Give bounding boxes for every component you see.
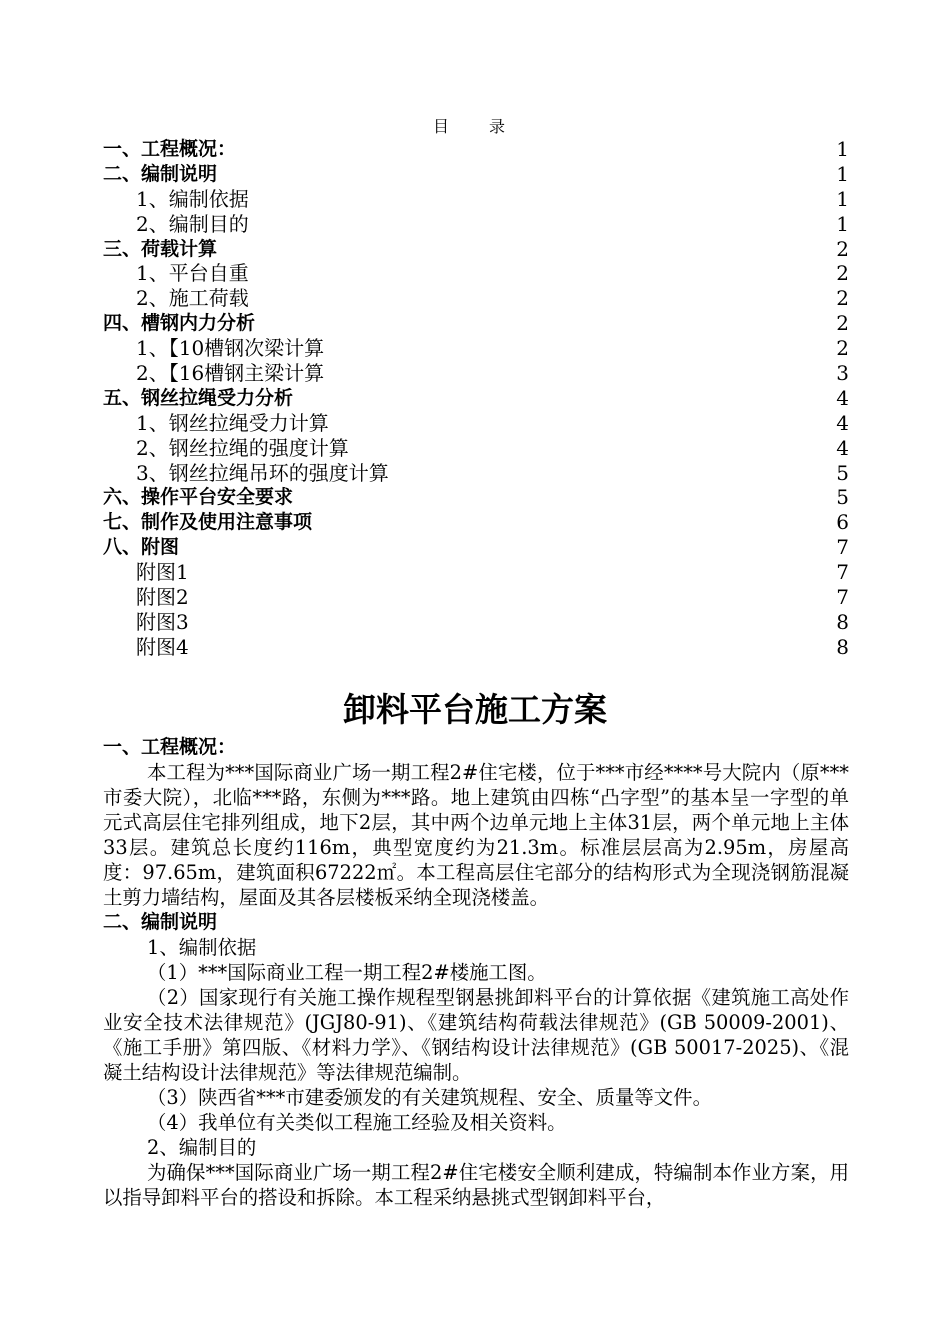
toc-entry-label: 附图3 xyxy=(136,609,189,634)
basis-item: （1）***国际商业工程一期工程2#楼施工图。 xyxy=(147,961,547,984)
toc-title: 目 录 xyxy=(432,117,517,136)
toc-entry-label: 1、编制依据 xyxy=(136,186,249,211)
toc-entry-page: 2 xyxy=(836,286,849,311)
toc-entry-figure-4[interactable] xyxy=(103,635,849,660)
toc-entry-construction-load[interactable] xyxy=(103,286,849,311)
toc-entry-page: 1 xyxy=(836,137,849,161)
toc-entry-figure-3[interactable] xyxy=(103,610,849,635)
toc-entry-figures[interactable] xyxy=(103,535,849,560)
toc-entry-label: 2、【16槽钢主梁计算 xyxy=(136,361,325,386)
toc-entry-page: 2 xyxy=(836,311,849,336)
toc-entry-basis[interactable] xyxy=(103,187,849,212)
toc-entry-label: 五、钢丝拉绳受力分析 xyxy=(103,386,294,409)
toc-entry-label: 二、编制说明 xyxy=(103,162,218,185)
subsection-heading-purpose: 2、编制目的 xyxy=(147,1136,257,1159)
toc-entry-label: 1、平台自重 xyxy=(136,261,249,286)
section-heading-overview: 一、工程概况： xyxy=(103,736,237,758)
toc-entry-page: 2 xyxy=(836,261,849,286)
toc-entry-label: 三、荷载计算 xyxy=(103,237,218,260)
toc-entry-safety[interactable] xyxy=(103,485,849,510)
basis-item: （3）陕西省***市建委颁发的有关建筑规程、安全、质量等文件。 xyxy=(147,1086,712,1109)
toc-entry-label: 2、施工荷载 xyxy=(136,286,249,311)
toc-entry-rope-strength[interactable] xyxy=(103,436,849,461)
toc-entry-page: 2 xyxy=(836,236,849,261)
toc-entry-notes[interactable] xyxy=(103,510,849,535)
toc-entry-label: 3、钢丝拉绳吊环的强度计算 xyxy=(136,460,389,485)
toc-entry-page: 2 xyxy=(836,336,849,361)
toc-entry-label: 七、制作及使用注意事项 xyxy=(103,511,313,534)
toc-entry-page: 7 xyxy=(836,560,849,585)
toc-entry-figure-2[interactable] xyxy=(103,585,849,610)
section-heading-compilation: 二、编制说明 xyxy=(103,911,218,933)
toc-entry-page: 7 xyxy=(836,535,849,560)
toc-entry-page: 1 xyxy=(836,211,849,236)
toc-entry-label: 2、钢丝拉绳的强度计算 xyxy=(136,435,349,460)
toc-entry-self-weight[interactable] xyxy=(103,261,849,286)
toc-entry-lifting-ring[interactable] xyxy=(103,461,849,486)
toc-entry-label: 八、附图 xyxy=(103,536,180,559)
toc-entry-page: 5 xyxy=(836,460,849,485)
toc-entry-purpose[interactable] xyxy=(103,212,849,237)
toc-entry-page: 6 xyxy=(836,510,849,535)
document-title: 卸料平台施工方案 xyxy=(343,690,607,729)
toc-entry-page: 1 xyxy=(836,161,849,186)
toc-entry-label: 四、槽钢内力分析 xyxy=(103,312,256,335)
toc-entry-page: 4 xyxy=(836,385,849,410)
toc-entry-load-calc[interactable] xyxy=(103,237,849,262)
toc-entry-overview[interactable] xyxy=(103,137,849,162)
subsection-heading-basis: 1、编制依据 xyxy=(147,936,257,959)
toc-entry-label: 1、【10槽钢次梁计算 xyxy=(136,336,325,361)
toc-entry-label: 附图2 xyxy=(136,585,189,610)
toc-entry-label: 六、操作平台安全要求 xyxy=(103,486,294,509)
document-body xyxy=(103,735,849,1210)
overview-paragraph: 本工程为***国际商业广场一期工程2#住宅楼，位于***市经****号大院内（原***市委大院），北临***路，东侧为***路。地上建筑由四栋“凸字型”的基本呈一字型的单元式高层住宅排列组成，地下2层，其中两个边单元地上主体31层，两个单元地上主体33层。建筑总长度约116m，典型宽度约为21.3m。标准层层高为2.95m，房屋高度：97.65m，建筑面积67222㎡。本工程高层住宅部分的结构形式为全现浇钢筋混凝土剪力墙结构，屋面及其各层楼板采纳全现浇楼盖。 xyxy=(103,761,849,909)
toc-entry-rope-force[interactable] xyxy=(103,411,849,436)
toc-entry-label: 2、编制目的 xyxy=(136,211,249,236)
toc-entry-page: 8 xyxy=(836,609,849,634)
toc-entry-page: 5 xyxy=(836,485,849,510)
toc-entry-label: 1、钢丝拉绳受力计算 xyxy=(136,410,329,435)
toc-entry-secondary-beam[interactable] xyxy=(103,336,849,361)
toc-entry-figure-1[interactable] xyxy=(103,560,849,585)
toc-entry-label: 一、工程概况： xyxy=(103,138,237,160)
basis-item: （2）国家现行有关施工操作规程型钢悬挑卸料平台的计算依据《建筑施工高处作业安全技术法律规范》(JGJ80-91)、《建筑结构荷载法律规范》(GB 50009-2001)、《施工手册》第四版、《材料力学》、《钢结构设计法律规范》(GB 50017-2025)、《混凝土结构设计法律规范》等法律规范编制。 xyxy=(103,986,849,1084)
toc-entry-page: 3 xyxy=(836,361,849,386)
toc-entry-page: 8 xyxy=(836,634,849,659)
toc-entry-page: 4 xyxy=(836,435,849,460)
purpose-paragraph: 为确保***国际商业广场一期工程2#住宅楼安全顺利建成，特编制本作业方案，用以指导卸料平台的搭设和拆除。本工程采纳悬挑式型钢卸料平台， xyxy=(103,1161,849,1209)
toc-entry-page: 7 xyxy=(836,585,849,610)
toc-entry-page: 4 xyxy=(836,410,849,435)
table-of-contents xyxy=(103,137,849,660)
toc-entry-compilation[interactable] xyxy=(103,162,849,187)
toc-entry-label: 附图1 xyxy=(136,560,189,585)
toc-entry-channel-analysis[interactable] xyxy=(103,311,849,336)
toc-entry-label: 附图4 xyxy=(136,634,189,659)
toc-entry-page: 1 xyxy=(836,186,849,211)
toc-entry-wire-rope[interactable] xyxy=(103,386,849,411)
basis-item: （4）我单位有关类似工程施工经验及相关资料。 xyxy=(147,1111,567,1134)
toc-entry-main-beam[interactable] xyxy=(103,361,849,386)
